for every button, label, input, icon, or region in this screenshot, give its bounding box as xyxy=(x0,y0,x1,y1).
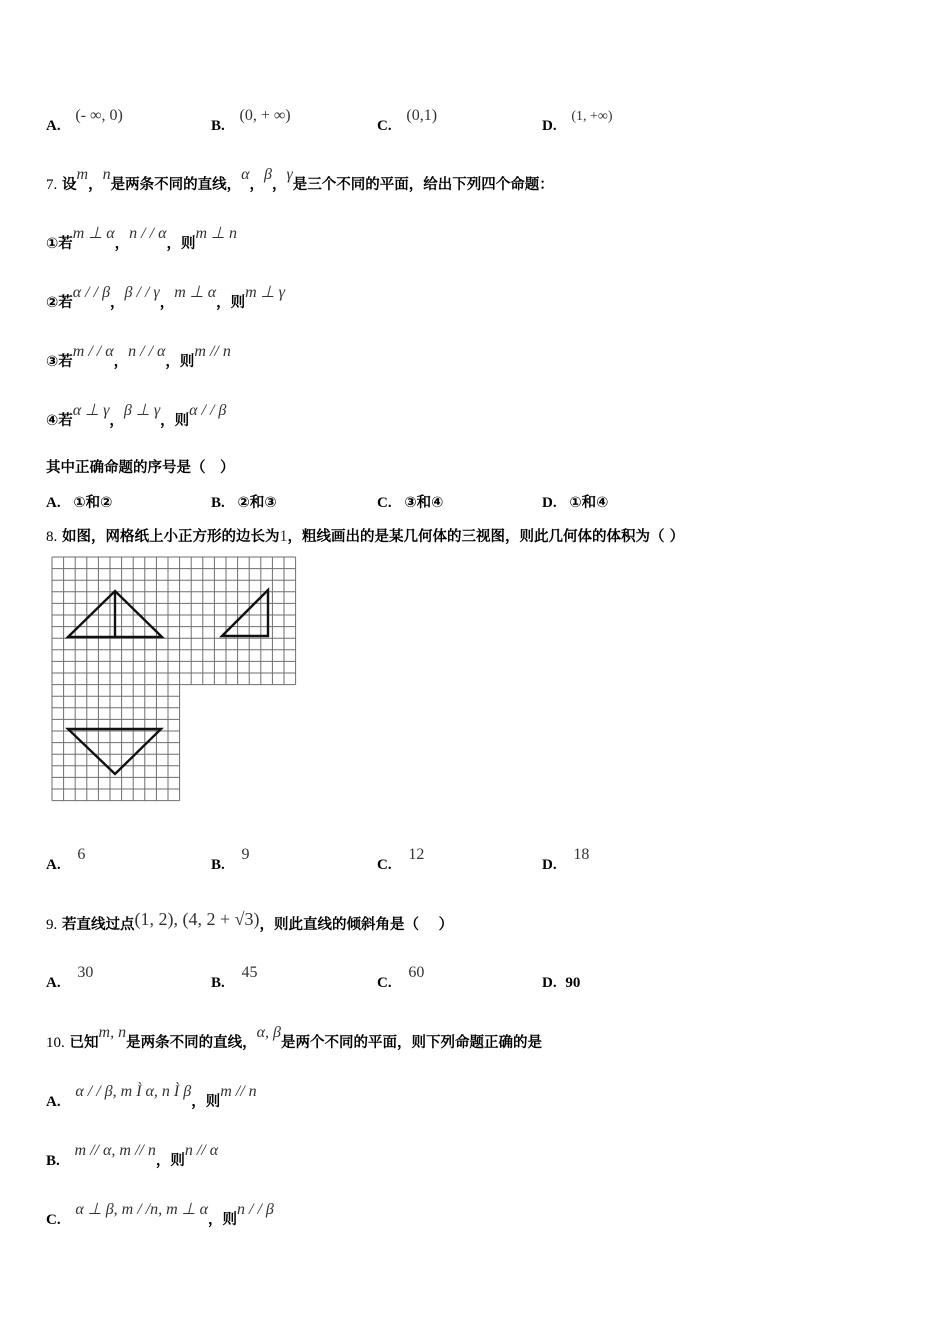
prop-result: m // n xyxy=(194,343,231,360)
punct: ， xyxy=(113,354,129,370)
option-label: D. xyxy=(542,495,557,511)
q7-option-d[interactable] xyxy=(542,491,608,512)
option-label: D. xyxy=(542,857,557,873)
var-alpha: α xyxy=(241,166,250,183)
q7-option-c[interactable] xyxy=(377,491,443,512)
option-value: ①和④ xyxy=(569,495,609,511)
option-label: C. xyxy=(377,495,392,511)
prop-condition: n / / α xyxy=(128,343,166,360)
option-then: ，则 xyxy=(191,1094,221,1110)
q7-stem xyxy=(46,166,554,194)
q7-proposition-2 xyxy=(46,284,285,312)
var-n: n xyxy=(102,166,111,183)
prop-condition: m ⊥ α xyxy=(72,225,115,242)
stem-text: ，粗线画出的是某几何体的三视图，则此几何体的体积为（ ） xyxy=(287,529,685,545)
option-value: 30 xyxy=(77,964,94,981)
option-label: B. xyxy=(46,1153,60,1169)
stem-text: 是两条不同的直线， xyxy=(126,1035,257,1051)
option-value: ①和② xyxy=(73,495,113,511)
prop-then: ，则 xyxy=(160,413,190,429)
prop-condition: β / / γ xyxy=(124,284,160,301)
stem-text: 设 xyxy=(62,177,77,193)
punct: ， xyxy=(110,295,125,311)
q10-stem xyxy=(46,1024,542,1052)
prop-result: m ⊥ n xyxy=(195,225,237,242)
option-label: C. xyxy=(377,975,392,991)
option-value: 45 xyxy=(241,964,258,981)
option-then: ，则 xyxy=(208,1212,238,1228)
option-value: (1, +∞) xyxy=(571,109,613,124)
q10-option-a[interactable] xyxy=(46,1083,257,1111)
q6-option-d[interactable] xyxy=(542,109,613,135)
option-then: ，则 xyxy=(155,1153,185,1169)
punct: ， xyxy=(114,236,130,252)
prop-condition: β ⊥ γ xyxy=(123,402,161,419)
q9-stem xyxy=(46,909,454,934)
stem-text: 是三个不同的平面，给出下列四个命题： xyxy=(292,177,554,193)
stem-text: 是两个不同的平面，则下列命题正确的是 xyxy=(280,1035,542,1051)
top-view-triangle xyxy=(68,729,161,774)
q8-option-a[interactable] xyxy=(46,846,86,874)
prop-condition: α ⊥ γ xyxy=(72,402,110,419)
q10-option-c[interactable] xyxy=(46,1201,274,1229)
q9-option-a[interactable] xyxy=(46,964,94,992)
q7-question: 其中正确命题的序号是（ ） xyxy=(46,460,235,476)
q9-option-b[interactable] xyxy=(211,964,258,992)
grid-lines xyxy=(52,557,296,801)
stem-text: 已知 xyxy=(69,1035,99,1051)
q9-option-d[interactable] xyxy=(542,973,580,992)
option-value: ②和③ xyxy=(237,495,277,511)
stem-text: 是两条不同的直线， xyxy=(110,177,242,193)
stem-text: 如图，网格纸上小正方形的边长为 xyxy=(62,529,280,545)
option-condition: α ⊥ β, m / /n, m ⊥ α xyxy=(75,1201,209,1218)
option-condition: α / / β, m Ì α, n Ì β xyxy=(75,1083,192,1100)
option-result: n // α xyxy=(184,1142,219,1159)
option-label: D. xyxy=(542,118,557,134)
punct: ， xyxy=(271,177,287,193)
option-label: C. xyxy=(46,1212,61,1228)
option-result: m // n xyxy=(220,1083,257,1100)
prop-condition: m ⊥ α xyxy=(174,284,217,301)
q6-option-b[interactable] xyxy=(211,107,291,135)
var-gamma: γ xyxy=(286,166,293,183)
option-label: B. xyxy=(211,495,225,511)
q7-proposition-3 xyxy=(46,343,231,371)
option-label: A. xyxy=(46,118,61,134)
option-value: (0, + ∞) xyxy=(239,107,291,124)
question-number: 8. xyxy=(46,529,58,545)
vars-ab: α, β xyxy=(256,1024,281,1041)
prop-mark: ②若 xyxy=(46,295,73,311)
option-label: A. xyxy=(46,1094,61,1110)
q7-proposition-4 xyxy=(46,402,227,430)
option-label: C. xyxy=(377,857,392,873)
question-number: 9. xyxy=(46,917,58,933)
q7-proposition-1 xyxy=(46,225,237,253)
prop-then: ，则 xyxy=(216,295,246,311)
value-one: 1 xyxy=(279,528,288,545)
option-result: n / / β xyxy=(237,1201,274,1218)
punct: ， xyxy=(88,177,103,193)
stem-text: ，则此直线的倾斜角是（ ） xyxy=(259,917,454,933)
prop-then: ，则 xyxy=(165,354,195,370)
prop-result: m ⊥ γ xyxy=(245,284,285,301)
q8-option-b[interactable] xyxy=(211,846,250,874)
option-value: 6 xyxy=(77,846,86,863)
three-view-figure xyxy=(48,555,300,811)
option-value: (0,1) xyxy=(406,107,438,124)
q6-option-c[interactable] xyxy=(377,107,438,135)
prop-then: ，则 xyxy=(166,236,196,252)
option-label: A. xyxy=(46,975,61,991)
punct: ， xyxy=(249,177,264,193)
q8-option-c[interactable] xyxy=(377,846,425,874)
q8-option-d[interactable] xyxy=(542,846,590,874)
prop-condition: m / / α xyxy=(72,343,114,360)
points-expression: (1, 2), (4, 2 + √3) xyxy=(134,909,260,929)
prop-mark: ①若 xyxy=(46,236,73,252)
option-value: 18 xyxy=(573,846,590,863)
prop-condition: n / / α xyxy=(129,225,167,242)
option-label: C. xyxy=(377,118,392,134)
prop-condition: α / / β xyxy=(72,284,111,301)
prop-result: α / / β xyxy=(189,402,227,419)
punct: ， xyxy=(159,295,175,311)
question-number: 10. xyxy=(46,1035,65,1051)
q8-stem xyxy=(46,525,684,546)
var-beta: β xyxy=(264,166,272,183)
q6-option-a[interactable] xyxy=(46,107,123,135)
q7-option-b[interactable] xyxy=(211,491,277,512)
question-number: 7. xyxy=(46,177,58,193)
option-condition: m // α, m // n xyxy=(74,1142,156,1159)
option-value: 90 xyxy=(565,975,581,991)
option-value: (- ∞, 0) xyxy=(75,107,123,124)
option-label: D. xyxy=(542,975,557,991)
option-label: A. xyxy=(46,495,61,511)
var-m: m xyxy=(76,166,89,183)
q9-option-c[interactable] xyxy=(377,964,425,992)
option-label: B. xyxy=(211,118,225,134)
prop-mark: ④若 xyxy=(46,413,73,429)
stem-text: 若直线过点 xyxy=(62,917,135,933)
option-value: 60 xyxy=(408,964,425,981)
option-value: 9 xyxy=(241,846,250,863)
q7-option-a[interactable] xyxy=(46,491,112,512)
punct: ， xyxy=(109,413,124,429)
option-value: ③和④ xyxy=(404,495,444,511)
q10-option-b[interactable] xyxy=(46,1142,219,1170)
prop-mark: ③若 xyxy=(46,354,73,370)
option-label: A. xyxy=(46,857,61,873)
vars-mn: m, n xyxy=(98,1024,127,1041)
option-label: B. xyxy=(211,857,225,873)
option-value: 12 xyxy=(408,846,425,863)
option-label: B. xyxy=(211,975,225,991)
